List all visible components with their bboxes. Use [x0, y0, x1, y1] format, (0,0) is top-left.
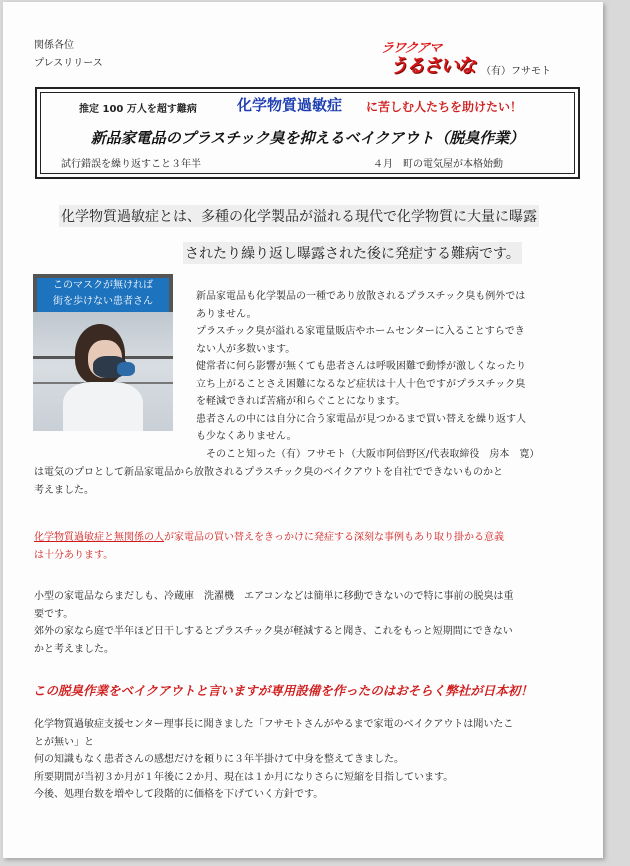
red-underlined-phrase: 化学物質過敏症と無関係の人 [34, 532, 164, 543]
patient-photo [33, 274, 173, 431]
headline-sub-right: ４月 町の電気屋が本格始動 [373, 159, 503, 170]
body-line: 立ち上がることさえ困難になるなど症状は十人十色ですがプラスチック臭 [196, 378, 526, 390]
red-line-1 [34, 529, 504, 547]
company-name: （有）フサモト [481, 66, 551, 77]
headline-highlight-rest: に苦しむ人たちを助けたい！ [366, 100, 523, 114]
body-line: 化学物質過敏症支援センター理事長に聞きました「フサモトさんがやるまで家電のベイクアウトは聞いたこ [34, 719, 514, 730]
body-line: 新品家電品も化学製品の一種であり放散されるプラスチック臭も例外では [196, 291, 526, 302]
headline-highlight: 化学物質過敏症 [237, 96, 343, 114]
body-line: ありません。 [196, 308, 257, 320]
red-line-2: は十分あります。 [34, 549, 114, 561]
body-line: 何の知識もなく患者さんの感想だけを頼りに３年半掛けて中身を整えてきました。 [34, 754, 404, 765]
body-line: 小型の家電品ならまだしも、冷蔵庫 洗濯機 エアコンなどは簡単に移動できないので特に事前の脱臭は重 [34, 591, 514, 602]
body-line: も少なくありません。 [196, 431, 297, 442]
body-line: ない人が多数います。 [196, 343, 296, 355]
body-line: は電気のプロとして新品家電品から放散されるプラスチック臭のベイクアウトを自社でできないものかと [34, 467, 503, 478]
definition-line-1: 化学物質過敏症とは、多種の化学製品が溢れる現代で化学物質に大量に曝露 [59, 205, 539, 227]
patient-coat [63, 382, 143, 431]
press-release-page [3, 2, 603, 858]
doc-type: プレスリリース [34, 58, 103, 69]
headline-lead: 推定 100 万人を超す難病 [79, 104, 197, 115]
body-line: とが無い」と [34, 736, 94, 748]
body-line: を軽減できれば苦痛が和らぐことになります。 [196, 396, 406, 407]
body-line: 考えました。 [34, 484, 94, 496]
body-line: 郊外の家なら庭で半年ほど日干しするとプラスチック臭が軽減すると聞き、これをもっと短期間にできない [34, 626, 513, 637]
body-line: 今後、処理台数を増やして段階的に価格を下げていく方針です。 [34, 789, 324, 800]
body-line: 患者さんの中には自分に合う家電品が見つかるまで買い替えを繰り返す人 [196, 413, 526, 425]
body-full-block [34, 464, 503, 499]
headline-sub-left: 試行錯誤を繰り返すこと３年半 [61, 159, 201, 170]
photo-caption [37, 278, 169, 312]
photo-scene [33, 312, 173, 431]
body-line: 所要期間が当初３か月が１年後に２か月、現在は１か月になりさらに短縮を目指しています。 [34, 771, 454, 783]
logo-main-text: うるさいな [389, 55, 475, 77]
company-logo [381, 37, 481, 75]
paragraph-3 [34, 716, 513, 804]
headline-title: 新品家電品のプラスチック臭を抑えるベイクアウト（脱臭作業） [90, 129, 525, 147]
headline-box [35, 87, 580, 179]
photo-caption-line-2: 街を歩けない患者さん [53, 296, 153, 307]
body-line: 要です。 [34, 608, 74, 620]
photo-caption-line-1: このマスクが無ければ [53, 280, 153, 291]
mask-filter [117, 362, 135, 376]
body-line: 健常者に何ら影響が無くても患者さんは呼吸困難で動悸が激しくなったり [196, 361, 526, 372]
body-line: かと考えました。 [34, 643, 114, 655]
logo-top-text: ラワクアマ [379, 41, 442, 56]
red-line-1-rest: が家電品の買い替えをきっかけに発症する深刻な事例もあり取り掛かる意義 [164, 532, 504, 543]
red-paragraph [34, 529, 504, 564]
definition-line-2: されたり繰り返し曝露された後に発症する難病です。 [183, 242, 522, 264]
body-line: そのこと知った（有）フサモト（大阪市阿倍野区/代表取締役 房本 寛） [196, 448, 540, 460]
body-line: プラスチック臭が溢れる家電量販店やホームセンターに入ることすらでき [196, 326, 525, 337]
paragraph-2 [34, 588, 514, 658]
recipients: 関係各位 [34, 40, 74, 51]
body-right-block [196, 288, 539, 463]
baking-claim: この脱臭作業をベイクアウトと言いますが専用設備を作ったのはおそらく弊社が日本初！ [33, 683, 533, 698]
